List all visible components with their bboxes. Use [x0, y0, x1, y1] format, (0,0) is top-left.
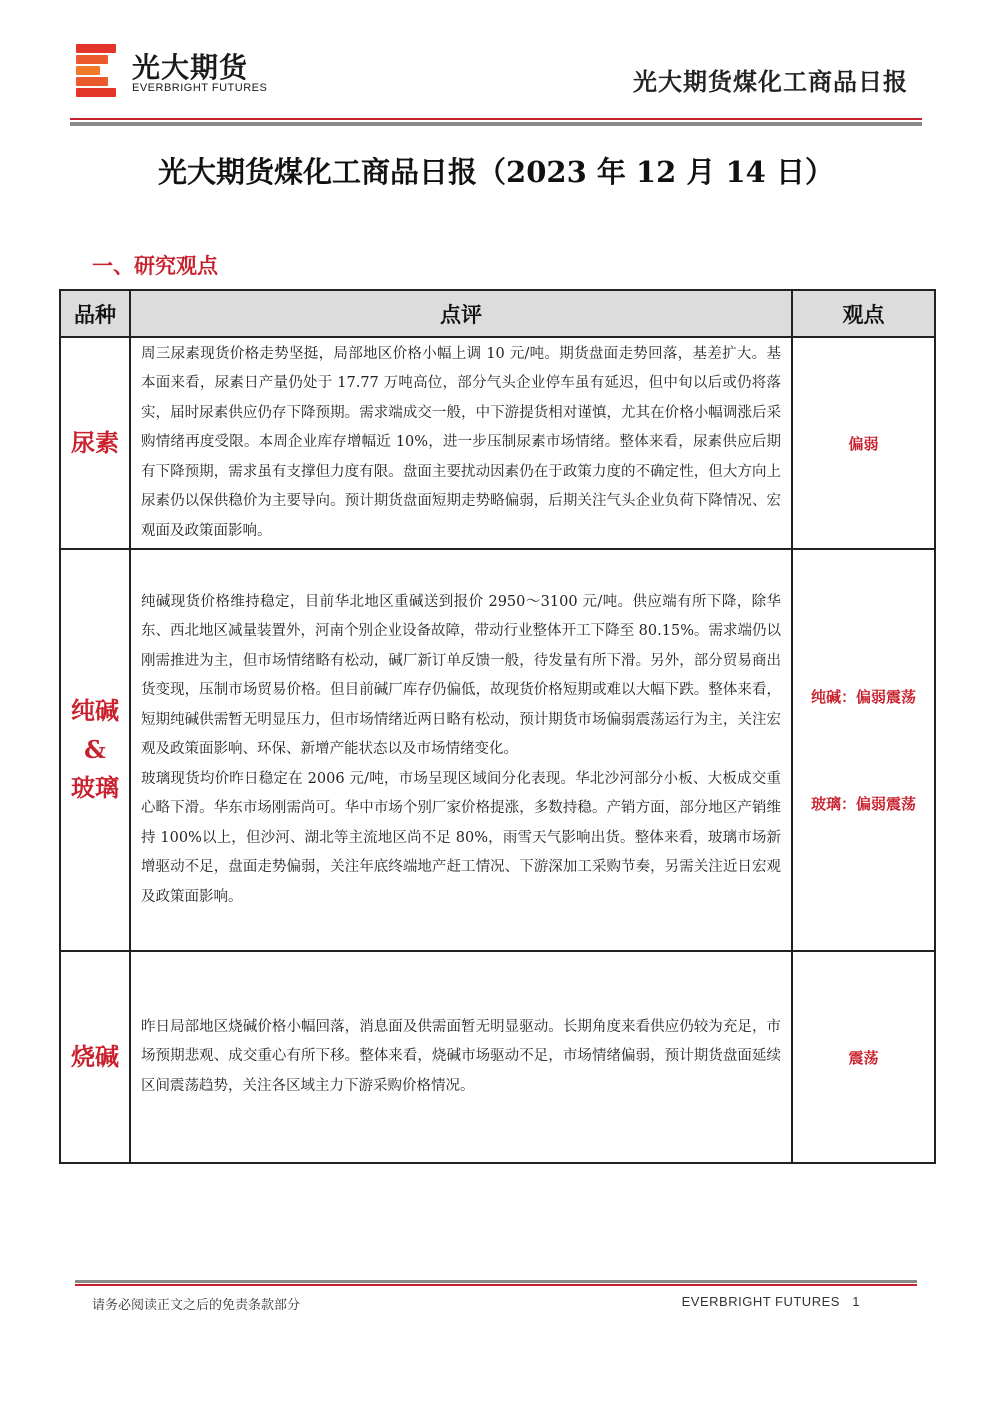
category-cell	[60, 337, 130, 549]
comment-cell	[130, 337, 792, 549]
report-title: 光大期货煤化工商品日报（2023 年 12 月 14 日）	[158, 155, 834, 189]
view-label: 玻璃：偏弱震荡	[810, 795, 916, 813]
page-number: 1	[852, 1294, 860, 1309]
table-row-soda-glass	[60, 549, 935, 951]
category-cell	[60, 549, 130, 951]
logo-bar	[76, 66, 100, 75]
header-comment: 点评	[130, 290, 792, 337]
comment-cell	[130, 549, 792, 951]
view-cell	[792, 951, 935, 1163]
section-heading: 一、研究观点	[92, 253, 218, 278]
logo-bar	[76, 77, 108, 86]
view-label: 偏弱	[848, 434, 879, 453]
footer-divider-gray	[75, 1280, 917, 1283]
header-divider-red	[70, 118, 922, 120]
category-label: 尿素	[71, 427, 119, 457]
header-variety: 品种	[60, 290, 130, 337]
comment-paragraph: 玻璃现货均价昨日稳定在 2006 元/吨，市场呈现区域间分化表现。华北沙河部分小板、大板成交重心略下滑。华东市场刚需尚可。华中市场个别厂家价格提涨，多数持稳。产销方面，部分地区产销维持 100%以上，但沙河、湖北等主流地区尚不足 80%，雨雪天气影响出货。整体来看，玻璃市场新增驱动不足，盘面走势偏弱，关注年底终端地产赶工情况、下游深加工采购节奏，另需关注近日宏观及政策面影响。	[141, 770, 781, 905]
view-cell	[792, 549, 935, 951]
footer-disclaimer: 请务必阅读正文之后的免责条款部分	[92, 1298, 301, 1313]
company-logo	[76, 44, 286, 100]
category-label: 玻璃	[71, 773, 119, 803]
view-label: 震荡	[848, 1048, 879, 1067]
footer-brand: EVERBRIGHT FUTURES	[681, 1294, 840, 1309]
logo-text-en: EVERBRIGHT FUTURES	[132, 82, 268, 94]
category-label: 烧碱	[71, 1041, 119, 1071]
comment-paragraph: 周三尿素现货价格走势坚挺，局部地区价格小幅上调 10 元/吨。期货盘面走势回落，基差扩大。基本面来看，尿素日产量仍处于 17.77 万吨高位，部分气头企业停车虽有延迟，但中旬以后或仍将落实，届时尿素供应仍存下降预期。需求端成交一般，中下游提货相对谨慎，尤其在价格小幅调涨后采购情绪再度受限。本周企业库存增幅近 10%，进一步压制尿素市场情绪。整体来看，尿素供应后期有下降预期，需求虽有支撑但力度有限。盘面主要扰动因素仍在于政策力度的不确定性，但大方向上尿素仍以保供稳价为主要导向。预计期货盘面短期走势略偏弱，后期关注气头企业负荷下降情况、宏观面及政策面影响。	[141, 345, 781, 539]
table-row-urea	[60, 337, 935, 549]
research-table	[59, 289, 936, 1164]
table-row-caustic-soda	[60, 951, 935, 1163]
header-title: 光大期货煤化工商品日报	[633, 67, 908, 96]
comment-paragraph: 纯碱现货价格维持稳定，目前华北地区重碱送到报价 2950～3100 元/吨。供应端有所下降，除华东、西北地区减量装置外，河南个别企业设备故障，带动行业整体开工下降至 80.15%。需求端仍以刚需推进为主，但市场情绪略有松动，碱厂新订单反馈一般，待发量有所下滑。另外，部分贸易商出货变现，压制市场贸易价格。但目前碱厂库存仍偏低，故现货价格短期或难以大幅下跌。整体来看，短期纯碱供需暂无明显压力，但市场情绪近两日略有松动，预计期货市场偏弱震荡运行为主，关注宏观及政策面影响、环保、新增产能状态以及市场情绪变化。	[141, 593, 781, 758]
footer-brand-page	[682, 1294, 860, 1309]
header-view: 观点	[792, 290, 935, 337]
table-header-row	[60, 290, 935, 337]
comment-paragraph: 昨日局部地区烧碱价格小幅回落，消息面及供需面暂无明显驱动。长期角度来看供应仍较为充足，市场预期悲观、成交重心有所下移。整体来看，烧碱市场驱动不足，市场情绪偏弱，预计期货盘面延续区间震荡趋势，关注各区域主力下游采购价格情况。	[141, 1018, 781, 1094]
logo-mark-icon	[76, 44, 120, 96]
logo-bar	[76, 55, 108, 64]
logo-bar	[76, 88, 116, 97]
category-cell	[60, 951, 130, 1163]
view-label: 纯碱：偏弱震荡	[810, 688, 916, 706]
logo-text-cn: 光大期货	[132, 51, 249, 84]
category-label: &	[84, 734, 106, 764]
category-label: 纯碱	[71, 696, 119, 726]
footer-divider-red	[75, 1284, 917, 1286]
comment-cell	[130, 951, 792, 1163]
view-cell	[792, 337, 935, 549]
header-divider-gray	[70, 122, 922, 126]
logo-bar	[76, 44, 116, 53]
